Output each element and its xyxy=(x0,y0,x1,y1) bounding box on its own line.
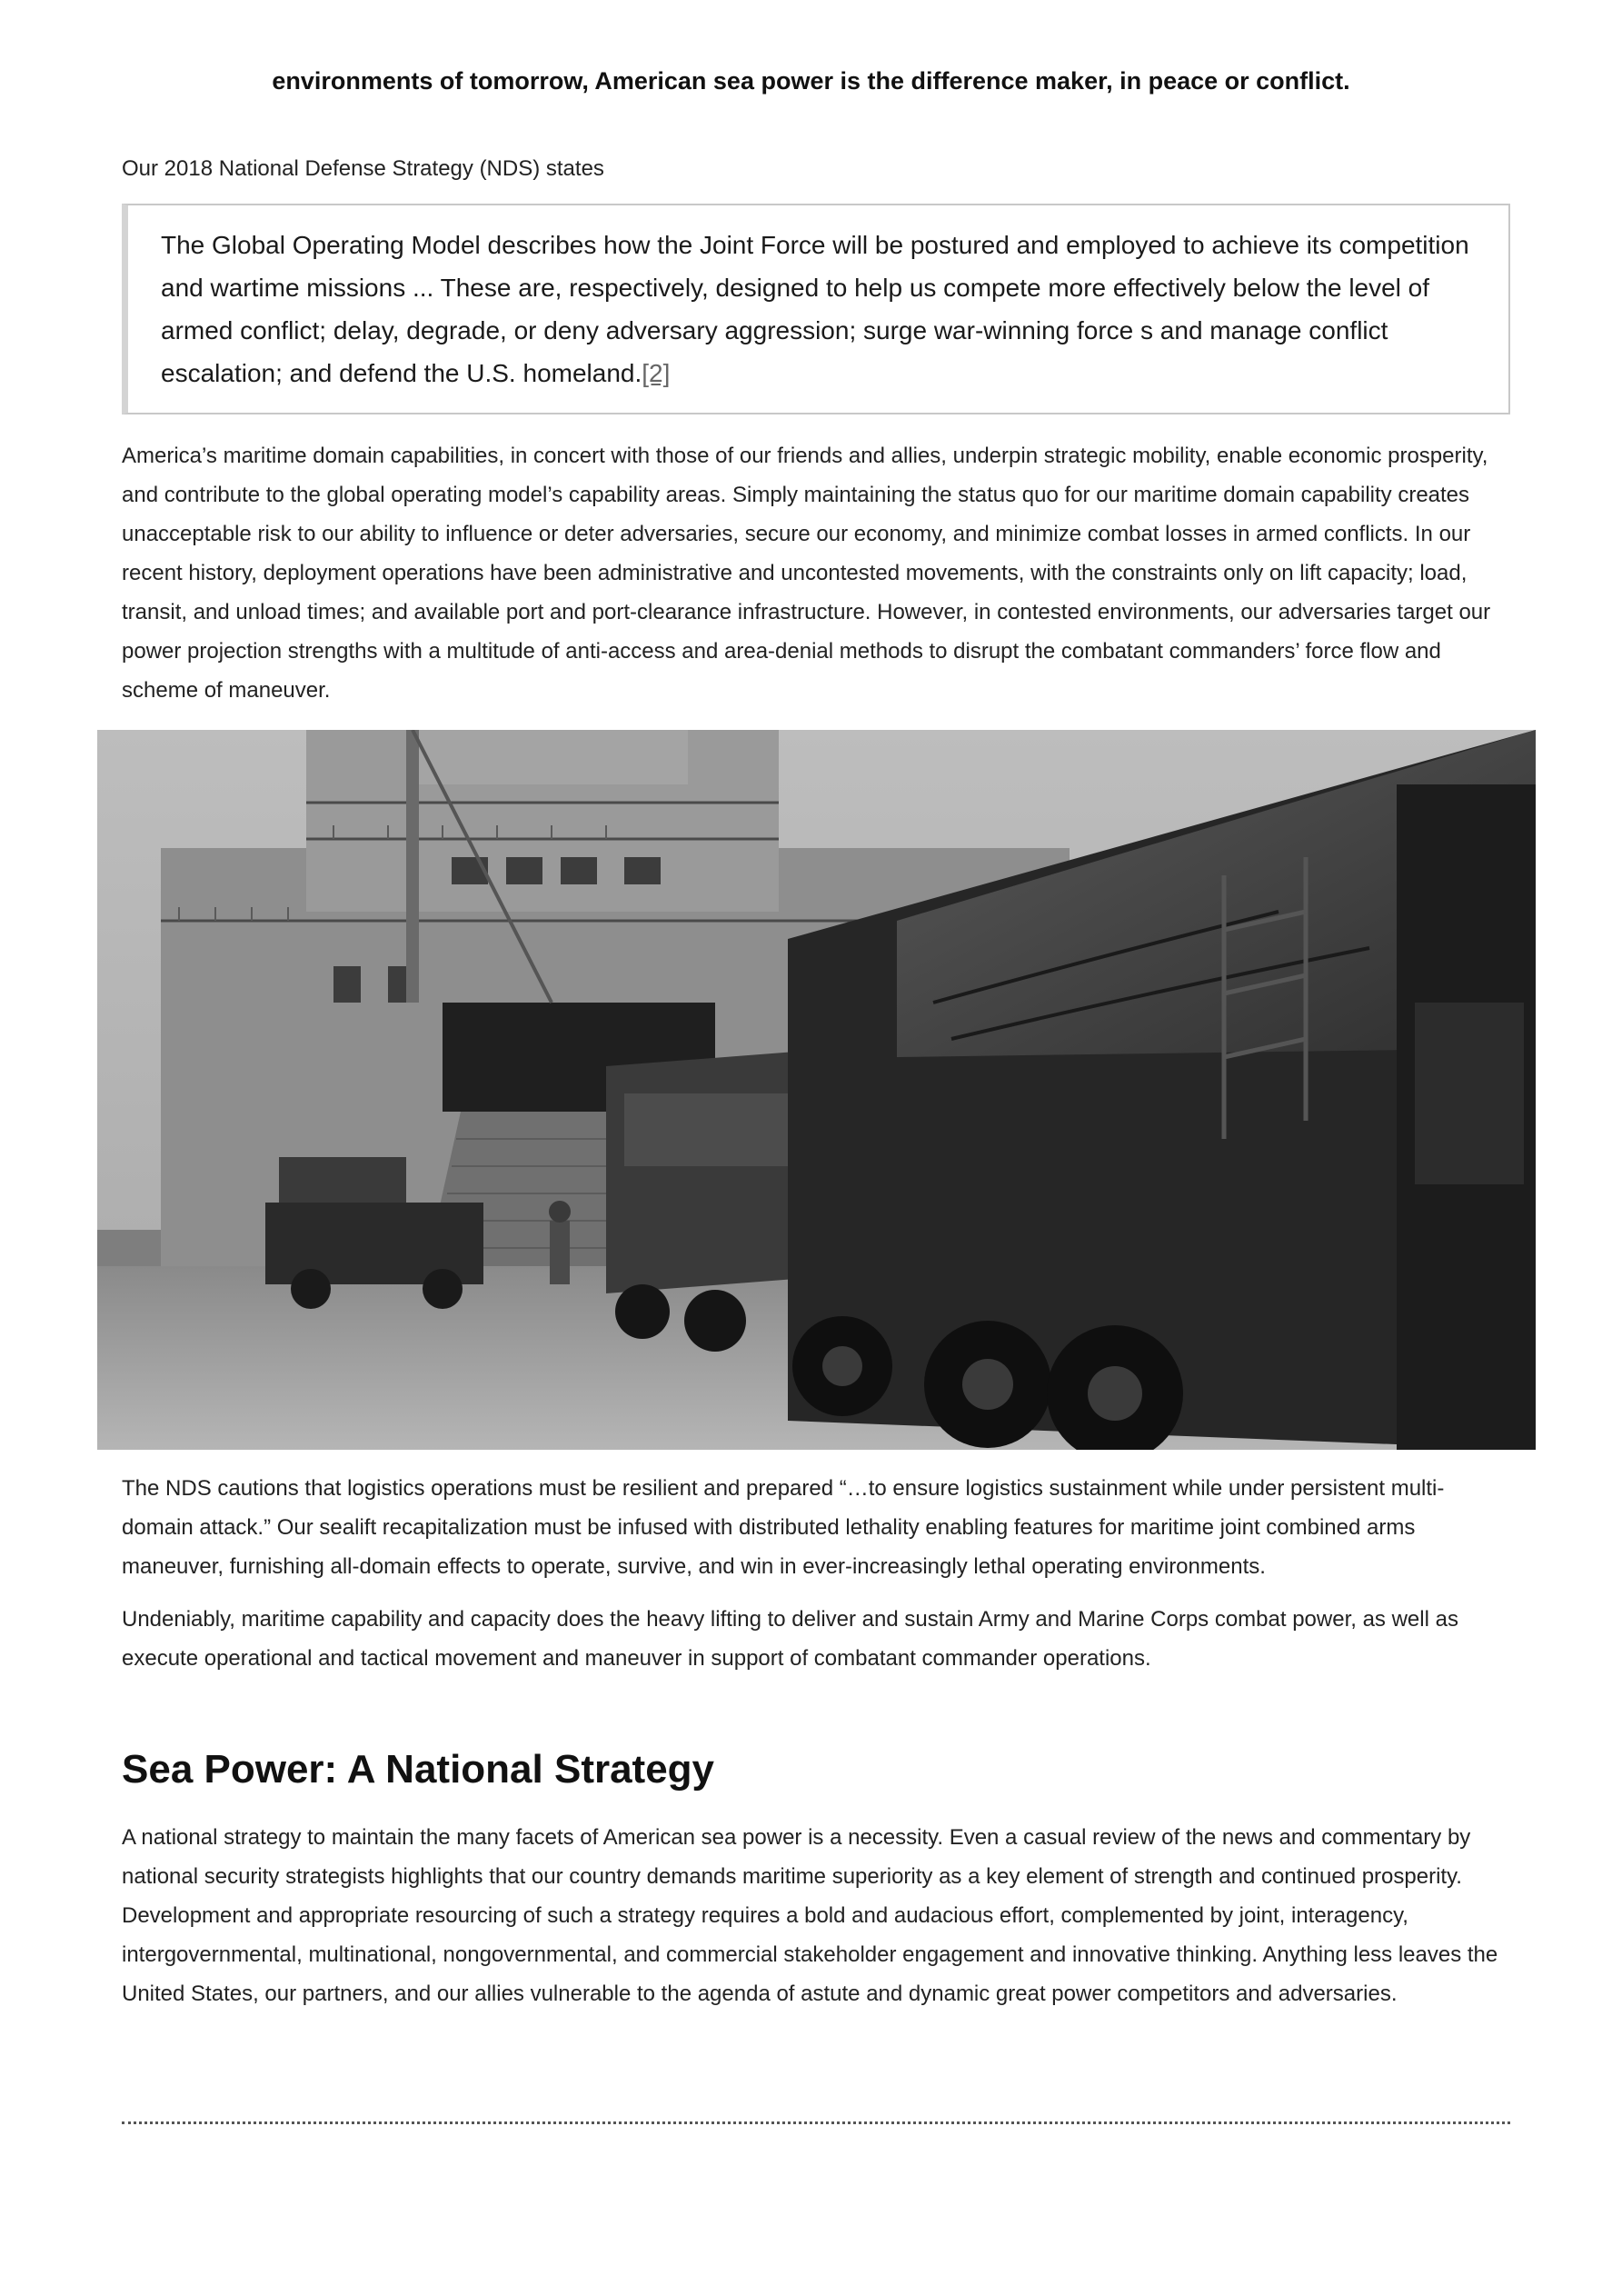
sealift-photo xyxy=(97,730,1536,1450)
quote-intro: Our 2018 National Defense Strategy (NDS) states xyxy=(122,156,604,181)
blockquote-text: The Global Operating Model describes how the Joint Force will be postured and employed to achieve its competition and wartime missions ... These are, respectively, designed to help us compete more effectively below the level of armed conflict; delay, degrade, or deny adversary aggression; surge war-winning force s and manage conflict escalation; and defend the U.S. homeland. xyxy=(161,231,1469,387)
paragraph-nds-cautions: The NDS cautions that logistics operations must be resilient and prepared “…to ensure logistics sustainment while under persistent multi-domain attack.” Our sealift recapitalization must be infused with distributed lethality enabling features for maritime joint combined arms maneuver, furnishing all-domain effects to operate, survive, and win in ever-increasingly lethal operating environments. xyxy=(122,1476,1445,1579)
paragraph-maritime-capability: Undeniably, maritime capability and capacity does the heavy lifting to deliver and sustain Army and Marine Corps combat power, as well as execute operational and tactical movement and maneuver in support of combatant commander operations. xyxy=(122,1607,1458,1671)
nds-blockquote xyxy=(122,204,1510,414)
paragraph-national-strategy: A national strategy to maintain the many facets of American sea power is a necessity. Even a casual review of the news and commentary by national security strategists highlights that our country demands maritime superiority as a key element of strength and continued prosperity. Development and appropriate resourcing of such a strategy requires a bold and audacious effort, complemented by joint, interagency, intergovernmental, multinational, nongovernmental, and commercial stakeholder engagement and innovative thinking. Anything less leaves the United States, our partners, and our allies vulnerable to the agenda of astute and dynamic great power competitors and adversaries. xyxy=(122,1825,1498,2006)
sealift-photo-illustration xyxy=(97,730,1536,1450)
footnote-link[interactable]: [2] xyxy=(642,359,671,387)
pull-quote-tail: environments of tomorrow, American sea power is the difference maker, in peace or conflict. xyxy=(272,67,1350,95)
paragraph-maritime-domain: America’s maritime domain capabilities, in concert with those of our friends and allies, underpin strategic mobility, enable economic prosperity, and contribute to the global operating model’s capability areas. Simply maintaining the status quo for our maritime domain capability creates unacceptable risk to our ability to influence or deter adversaries, secure our economy, and minimize combat losses in armed conflicts. In our recent history, deployment operations have been administrative and uncontested movements, with the constraints only on lift capacity; load, transit, and unload times; and available port and port-clearance infrastructure. However, in contested environments, our adversaries target our power projection strengths with a multitude of anti-access and area-denial methods to disrupt the combatant commanders’ force flow and scheme of maneuver. xyxy=(122,444,1491,703)
dotted-divider xyxy=(122,2121,1510,2124)
section-heading: Sea Power: A National Strategy xyxy=(122,1747,715,1792)
